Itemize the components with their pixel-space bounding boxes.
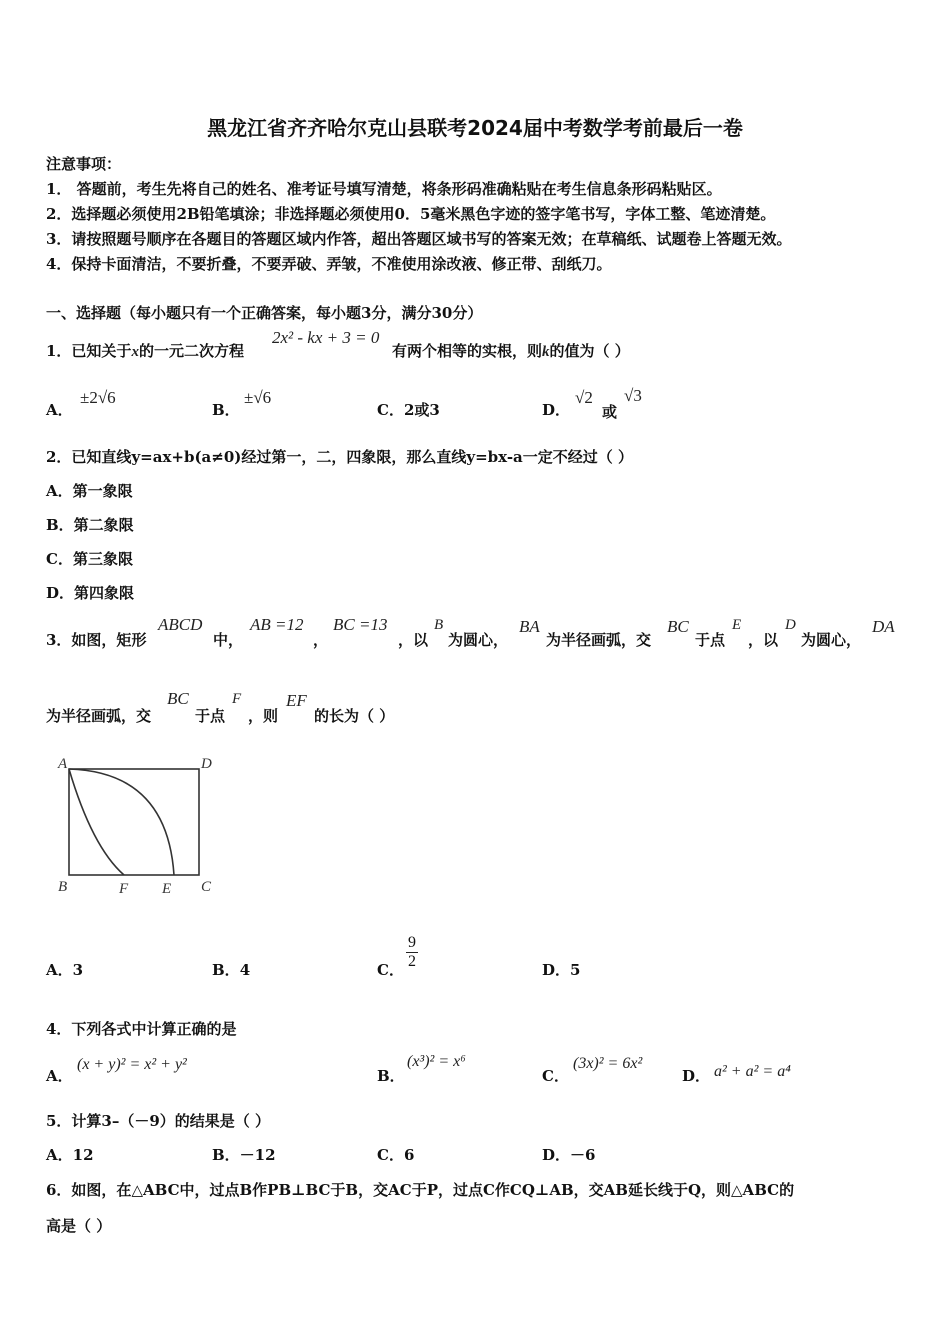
q4-option-d-math: a² + a² = a⁴ bbox=[714, 1063, 791, 1080]
notice-heading: 注意事项： bbox=[46, 155, 122, 173]
q3-text: 为圆心， bbox=[448, 631, 509, 649]
q3-math: D bbox=[785, 617, 796, 633]
q3-option-c-label: C． bbox=[377, 961, 404, 979]
question-6-stem: 6．如图，在△ABC中，过点B作PB⊥BC于B，交AC于P，过点C作CQ⊥AB，交AB延长线于Q，则△ABC的 bbox=[46, 1181, 795, 1199]
q3-figure bbox=[52, 752, 222, 897]
q3-text: 为半径画弧，交 bbox=[46, 707, 152, 725]
q3-text: 的长为（ ） bbox=[314, 707, 395, 725]
question-1-stem: 1．已知关于x的一元二次方程 bbox=[46, 342, 244, 360]
q4-option-a-math: (x + y)² = x² + y² bbox=[77, 1056, 187, 1073]
notice-item: 1． 答题前，考生先将自己的姓名、准考证号填写清楚，将条形码准确粘贴在考生信息条形码粘贴区。 bbox=[46, 180, 722, 198]
q1-option-d-math2: √3 bbox=[624, 386, 642, 405]
q1-option-b-math: ±√6 bbox=[244, 388, 272, 407]
label-a: A bbox=[58, 756, 68, 772]
q3-math: EF bbox=[286, 691, 307, 710]
q5-option: A．12 bbox=[46, 1146, 94, 1164]
notice-item: 3．请按照题号顺序在各题目的答题区域内作答，超出答题区域书写的答案无效；在草稿纸、试题卷上答题无效。 bbox=[46, 230, 792, 248]
q3-text: 中， bbox=[213, 631, 244, 649]
q2-option: B．第二象限 bbox=[46, 516, 134, 534]
q3-math: AB =12 bbox=[250, 615, 304, 634]
q3-math: F bbox=[232, 691, 242, 707]
q5-option: D．－6 bbox=[542, 1146, 596, 1164]
q4-option-b-math: (x³)² = x⁶ bbox=[407, 1053, 466, 1070]
question-1-equation: 2x² - kx + 3 = 0 bbox=[272, 328, 380, 347]
label-e: E bbox=[162, 881, 172, 897]
q3-math: BC bbox=[667, 617, 689, 636]
label-d: D bbox=[201, 756, 212, 772]
q3-math: BC bbox=[167, 689, 189, 708]
q2-option: D．第四象限 bbox=[46, 584, 135, 602]
question-1-stem-end: 有两个相等的实根，则k的值为（ ） bbox=[392, 342, 630, 360]
q3-math: DA bbox=[872, 617, 895, 636]
label-f: F bbox=[119, 881, 129, 897]
q1-option-c: C．2或3 bbox=[377, 401, 440, 419]
q3-option-a: A．3 bbox=[46, 961, 84, 979]
q2-option: C．第三象限 bbox=[46, 550, 133, 568]
q3-text: 于点 bbox=[195, 707, 226, 725]
question-2-stem: 2．已知直线y=ax+b(a≠0)经过第一，二，四象限，那么直线y=bx-a一定不经过（ ） bbox=[46, 448, 633, 466]
q1-option-d-or: 或 bbox=[602, 403, 618, 421]
q3-text: 为圆心， bbox=[801, 631, 862, 649]
question-6-stem-cont: 高是（ ） bbox=[46, 1217, 112, 1235]
label-b: B bbox=[58, 879, 68, 895]
q3-math: ABCD bbox=[158, 615, 203, 634]
question-4-stem: 4．下列各式中计算正确的是 bbox=[46, 1020, 237, 1038]
q4-option-c-math: (3x)² = 6x² bbox=[573, 1055, 643, 1072]
q1-option-a-math: ±2√6 bbox=[80, 388, 116, 407]
arc-ae bbox=[69, 769, 174, 875]
q4-option-b-label: B． bbox=[377, 1067, 405, 1085]
q3-text: ，以 bbox=[398, 631, 429, 649]
q5-option: C．6 bbox=[377, 1146, 415, 1164]
q3-option-c-fraction: $\frac{9}{2}$ bbox=[408, 934, 416, 970]
q1-option-d-label: D． bbox=[542, 401, 571, 419]
q3-text: 于点 bbox=[695, 631, 726, 649]
q3-text: 3．如图，矩形 bbox=[46, 631, 147, 649]
q2-option: A．第一象限 bbox=[46, 482, 133, 500]
notice-item: 4．保持卡面清洁，不要折叠，不要弄破、弄皱，不准使用涂改液、修正带、刮纸刀。 bbox=[46, 255, 612, 273]
label-c: C bbox=[201, 879, 212, 895]
q1-option-d-math1: √2 bbox=[575, 388, 593, 407]
section-heading: 一、选择题（每小题只有一个正确答案，每小题3分，满分30分） bbox=[46, 304, 483, 322]
q5-option: B．－12 bbox=[212, 1146, 276, 1164]
q3-math: BC =13 bbox=[333, 615, 388, 634]
q4-option-a-label: A． bbox=[46, 1067, 73, 1085]
q3-text: ， bbox=[313, 631, 329, 649]
q4-option-d-label: D． bbox=[682, 1067, 711, 1085]
q1-option-a-label: A． bbox=[46, 401, 73, 419]
q3-text: ，则 bbox=[248, 707, 279, 725]
q3-math: B bbox=[434, 617, 444, 633]
page-title: 黑龙江省齐齐哈尔克山县联考2024届中考数学考前最后一卷 bbox=[207, 116, 743, 140]
arc-af bbox=[69, 769, 124, 875]
q3-text: ，以 bbox=[748, 631, 779, 649]
q4-option-c-label: C． bbox=[542, 1067, 569, 1085]
notice-item: 2．选择题必须使用2B铅笔填涂；非选择题必须使用0．5毫米黑色字迹的签字笔书写，字体工整、笔迹清楚。 bbox=[46, 205, 776, 223]
q3-option-d: D．5 bbox=[542, 961, 581, 979]
q3-text: 为半径画弧，交 bbox=[546, 631, 652, 649]
q3-math: BA bbox=[519, 617, 540, 636]
question-5-stem: 5．计算3–（－9）的结果是（ ） bbox=[46, 1112, 271, 1130]
q1-option-b-label: B． bbox=[212, 401, 240, 419]
q3-math: E bbox=[732, 617, 742, 633]
q3-option-b: B．4 bbox=[212, 961, 251, 979]
